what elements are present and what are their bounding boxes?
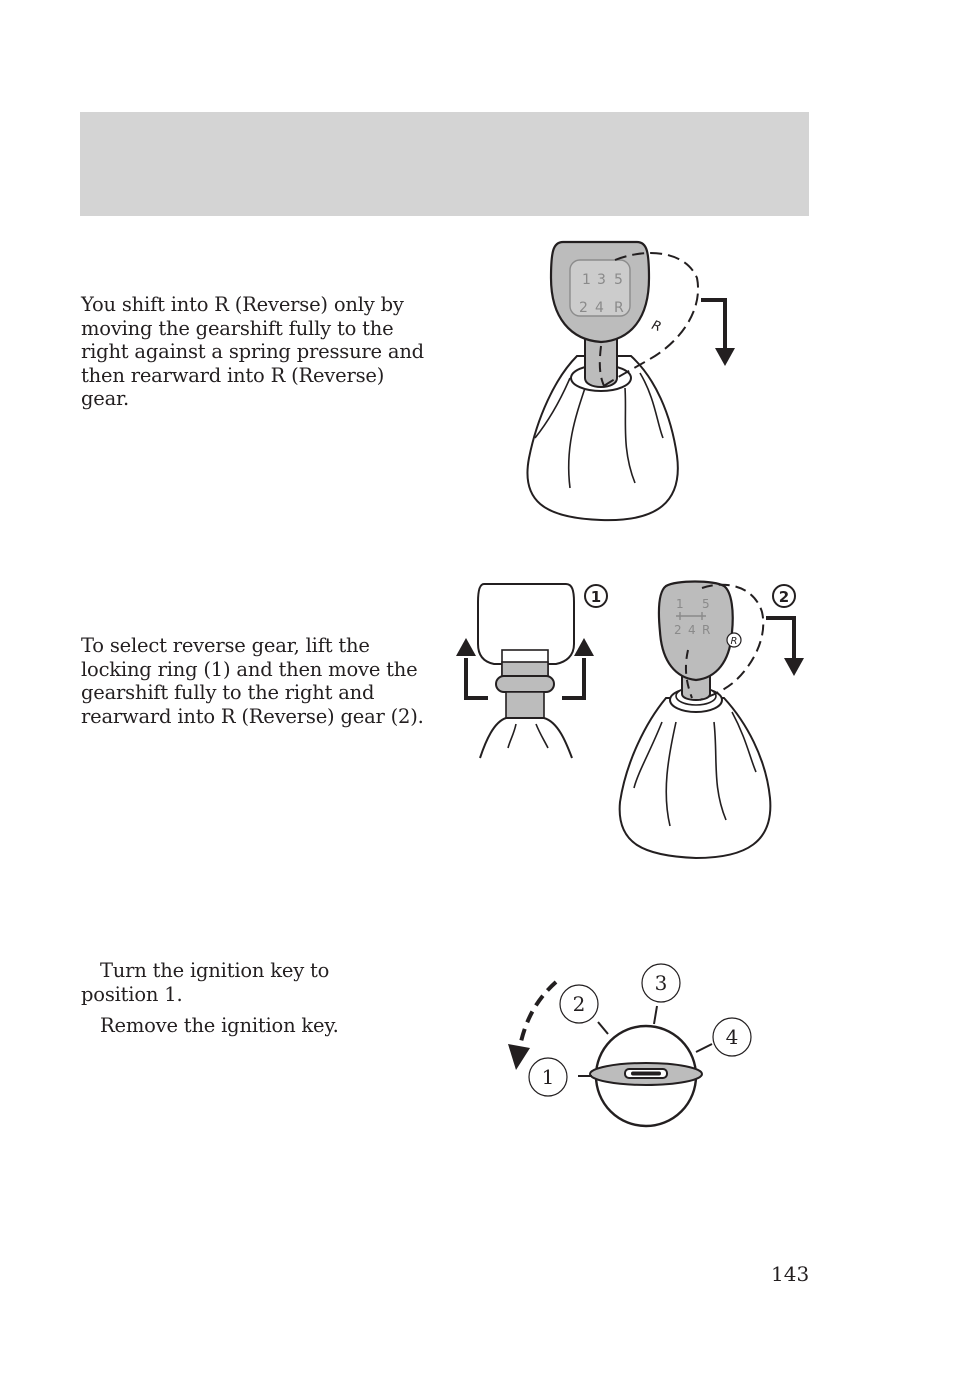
locking-ring-illustration	[440, 572, 820, 862]
key-slot-inner	[631, 1072, 661, 1076]
side-shaft-band	[502, 662, 548, 676]
ignition-step-remove-key: Remove the ignition key.	[100, 1014, 339, 1037]
shift-direction-arrow	[766, 618, 794, 660]
turn-direction-arrow	[520, 982, 556, 1046]
ignition-step-turn-key: Turn the ignition key to position 1.	[81, 959, 330, 1006]
lift-arrow-left	[466, 658, 488, 698]
reverse-shift-instructions: You shift into R (Reverse) only by moving the gearshift fully to the right against a spring pressure and then rearward into R (Reverse) gear.	[81, 293, 424, 410]
position-tick-2	[598, 1022, 608, 1034]
shift-direction-arrow	[701, 300, 725, 350]
side-boot-fold	[508, 724, 516, 748]
arrow-head	[784, 658, 804, 676]
arrow-head	[508, 1044, 530, 1070]
header-band	[80, 112, 809, 216]
gear-label-2: 2	[674, 623, 682, 637]
position-2-label: 2	[572, 992, 586, 1016]
arrow-head	[574, 638, 594, 656]
ghost-gear-label-R: R	[649, 318, 664, 336]
gear-label-1: 1	[582, 272, 591, 288]
position-3-label: 3	[654, 971, 668, 995]
callout-1-label: 1	[590, 588, 602, 606]
gear-label-2: 2	[579, 300, 588, 316]
side-shaft-lower	[506, 692, 544, 718]
gearshift-knob	[659, 582, 733, 681]
gearshift-boot	[620, 698, 771, 858]
gear-label-3: 3	[597, 272, 606, 288]
position-tick-4	[696, 1044, 712, 1052]
ghost-gear-label-R: R	[730, 636, 738, 647]
position-1-label: 1	[541, 1065, 555, 1089]
locking-ring	[496, 676, 554, 692]
gear-label-5: 5	[614, 272, 623, 288]
gear-label-1: 1	[676, 597, 684, 611]
position-4-label: 4	[725, 1025, 739, 1049]
position-tick-3	[654, 1006, 657, 1024]
gear-label-R: R	[614, 300, 624, 316]
arrow-head	[456, 638, 476, 656]
callout-2-label: 2	[778, 588, 790, 606]
gear-label-4: 4	[688, 623, 696, 637]
gear-label-4: 4	[595, 300, 604, 316]
locking-ring-instructions: To select reverse gear, lift the locking ring (1) and then move the gearshift fully to the right and rearward into R (Reverse) gear (2).	[81, 634, 424, 728]
gearshift-reverse-illustration	[515, 238, 745, 528]
lift-arrow-right	[562, 658, 584, 698]
side-boot	[480, 718, 572, 758]
ignition-positions-illustration	[500, 958, 760, 1138]
page-number: 143	[771, 1262, 810, 1286]
side-boot-fold	[536, 724, 548, 748]
arrow-head	[715, 348, 735, 366]
gear-label-R: R	[702, 623, 711, 637]
gear-label-5: 5	[702, 597, 710, 611]
